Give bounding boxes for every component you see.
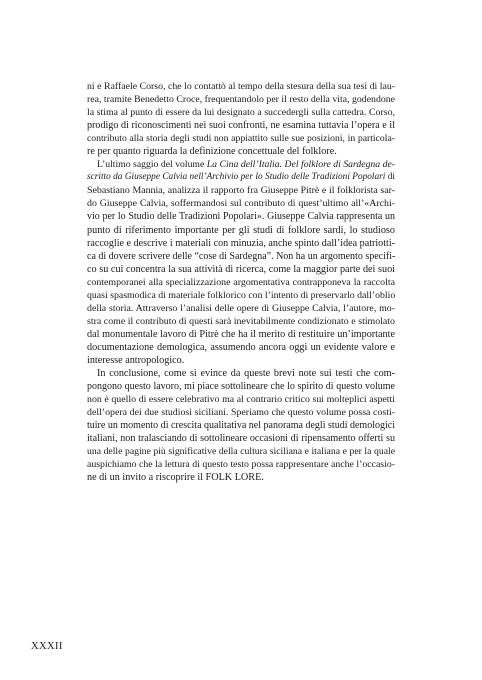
italic-title: La Cina dell’Italia. Del folklore di Sardegna de- — [206, 159, 395, 171]
text-line: co su cui concentra la sua attività di ricerca, come la maggior parte dei suoi — [87, 263, 395, 275]
text-line — [87, 171, 395, 184]
text-line — [87, 158, 395, 171]
text-line: ca di dovere scrivere delle “cose di Sardegna”. Non ha un argomento specifi- — [87, 250, 396, 262]
text-line: tuire un momento di crescita qualitativa nel panorama degli studi demologici — [87, 420, 395, 432]
text-line: vio per lo Studio delle Tradizioni Popolari». Giuseppe Calvia rappresenta un — [87, 211, 395, 223]
text-run: di — [385, 172, 396, 183]
text-line: dal monumentale lavoro di Pitrè che ha il merito di restituire un’importante — [87, 328, 395, 340]
text-line: contributo alla storia degli studi non appiattito sulle sue posizioni, in particola- — [87, 133, 395, 145]
text-line: contemporanei alla specializzazione argomentativa contrapponeva la raccolta — [87, 276, 395, 288]
text-line: ni e Raffaele Corso, che lo contattò al tempo della stesura della sua tesi di lau- — [87, 81, 395, 92]
text-line: do Giuseppe Calvia, soffermandosi sul contributo di quest’ultimo all’«Archi- — [87, 198, 395, 210]
paragraph — [87, 367, 395, 484]
text-line: quasi spasmodica di materiale folklorico con l’intento di preservarlo dall’oblio — [87, 289, 396, 301]
text-line: pongono questo lavoro, mi piace sottolineare che lo spirito di questo volume — [87, 381, 395, 393]
text-line: re per quanto riguarda la definizione concettuale del folklore. — [87, 146, 337, 158]
text-run: L’ultimo saggio del volume — [97, 159, 207, 171]
text-line: ne di un invito a riscoprire il FOLK LORE. — [87, 472, 264, 484]
text-line: interesse antropologico. — [87, 354, 185, 366]
text-line: una delle pagine più significative della cultura siciliana e italiana e per la quale — [87, 446, 395, 458]
text-line: rea, tramite Benedetto Croce, frequentandolo per il resto della vita, godendone — [87, 94, 395, 106]
text-line: documentazione demologica, assumendo ancora oggi un evidente valore e — [87, 341, 395, 353]
body-text — [87, 80, 395, 484]
text-line: raccoglie e descrive i materiali con minuzia, anche spinto dall’idea patriotti- — [87, 237, 395, 249]
text-line: Sebastiano Mannia, analizza il rapporto fra Giuseppe Pitrè e il folklorista sar- — [87, 185, 395, 197]
text-line: punto di riferimento importante per gli studi di folklore sardi, lo studioso — [87, 224, 395, 236]
text-line: non è quello di essere celebrativo ma al contrario critico sui molteplici aspetti — [87, 394, 395, 406]
text-line: della storia. Attraverso l’analisi delle opere di Giuseppe Calvia, l’autore, mo- — [87, 302, 395, 314]
page-number: XXXII — [31, 641, 63, 652]
text-line: la stima al punto di essere da lui designato a succedergli sulla cattedra. Corso, — [87, 107, 395, 119]
paragraph — [87, 158, 395, 367]
text-line: In conclusione, come si evince da queste brevi note sui testi che com- — [97, 368, 395, 380]
text-line: prodigo di riconoscimenti nei suoi confronti, ne esamina tuttavia l’opera e il — [87, 120, 395, 132]
italic-title: scritto da Giuseppe Calvia nell’Archivio per lo Studio delle Tradizioni Popolari — [87, 172, 386, 183]
text-line: dell’opera dei due studiosi siciliani. Speriamo che questo volume possa costi- — [87, 407, 395, 419]
text-line: auspichiamo che la lettura di questo testo possa rappresentare anche l’occasio- — [87, 459, 395, 471]
text-line: stra come il contributo di questi sarà inevitabilmente condizionato e stimolato — [87, 315, 395, 327]
paragraph — [87, 80, 395, 158]
text-line: italiani, non tralasciando di sottolineare occasioni di ripensamento offerti su — [87, 433, 395, 445]
